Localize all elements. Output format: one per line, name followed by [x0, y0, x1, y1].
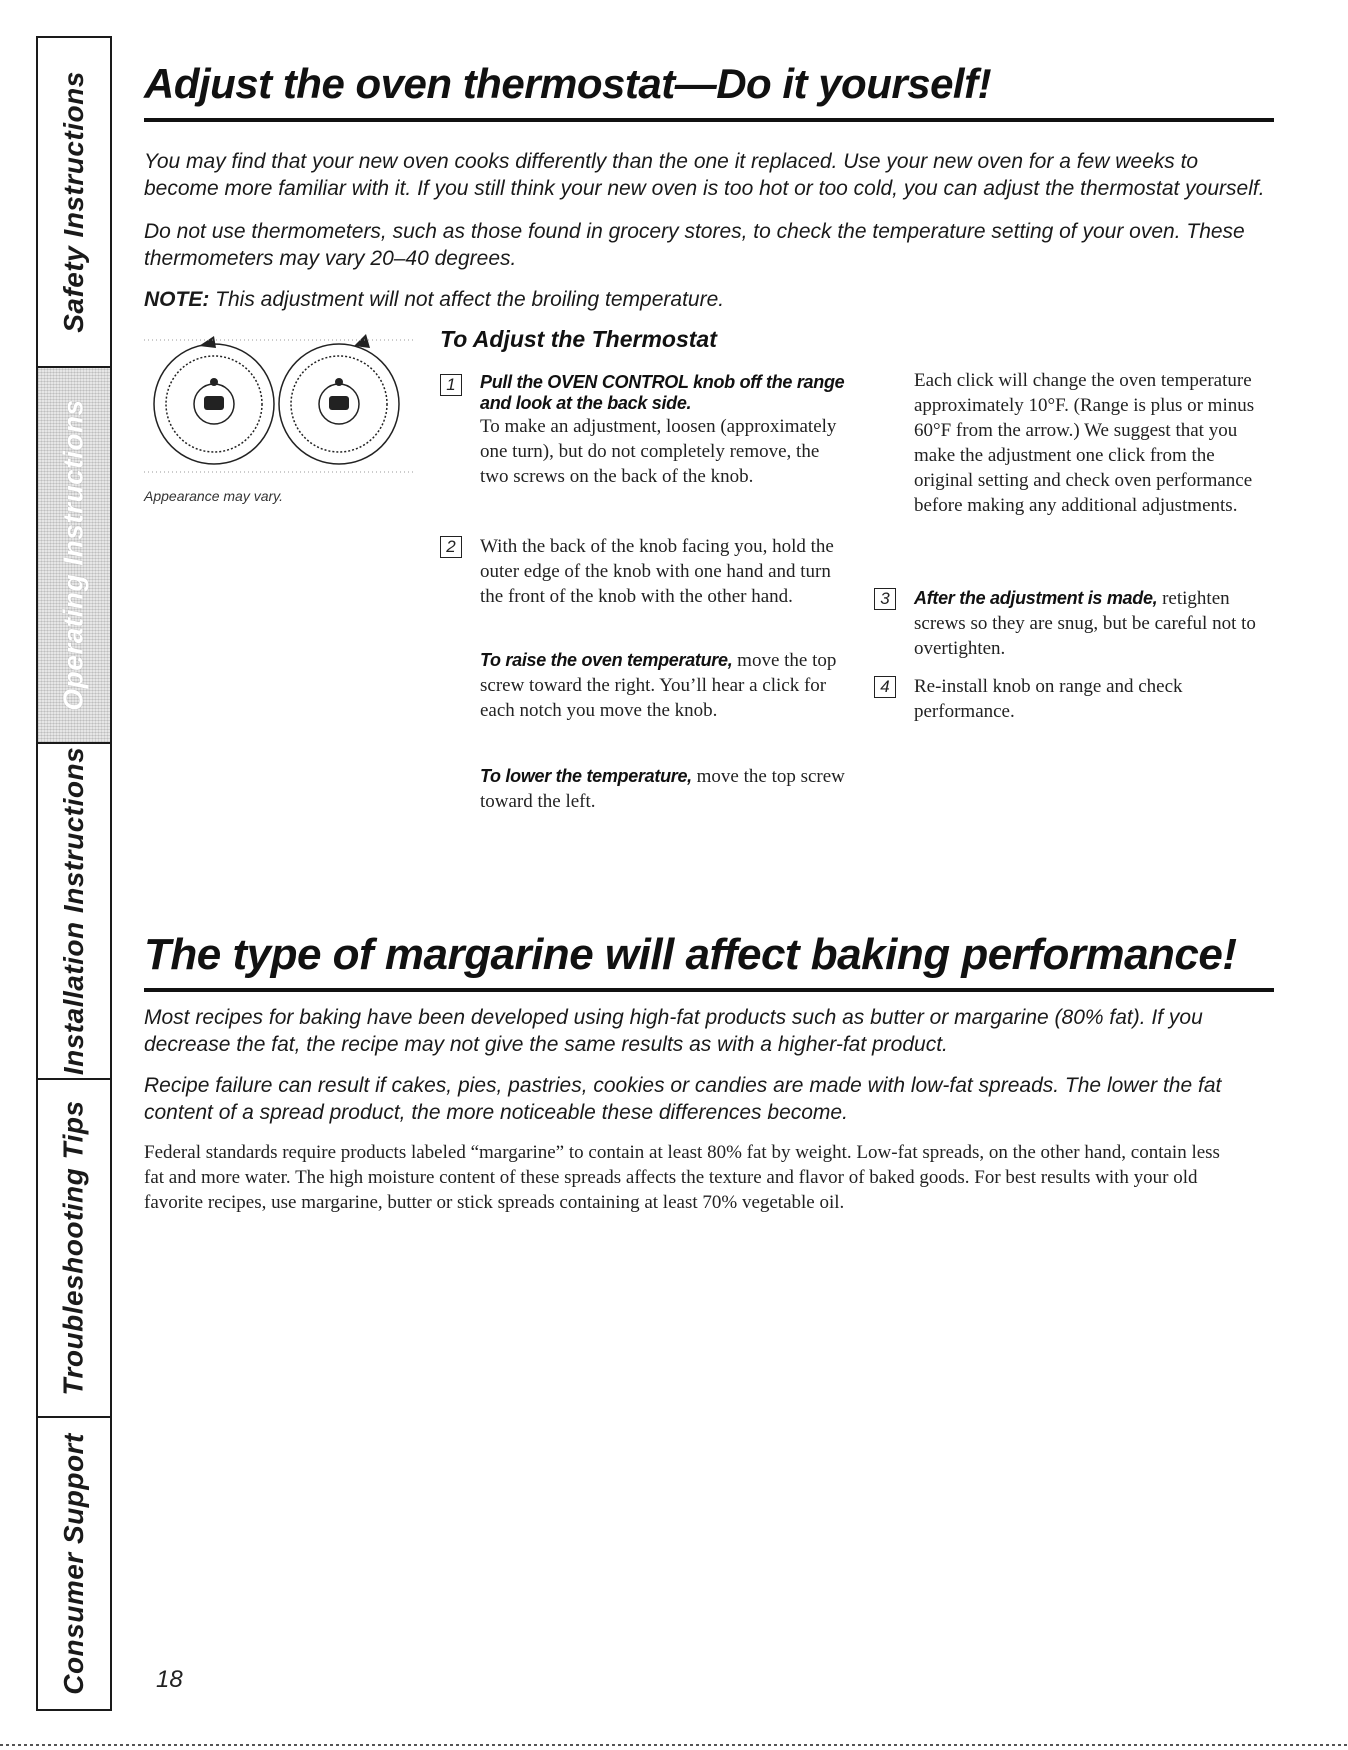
tab-operating-instructions[interactable] [38, 368, 110, 744]
step-2-text: With the back of the knob facing you, hold the outer edge of the knob with one hand and turn the front of the knob with the other hand. [480, 536, 834, 607]
lower-temperature-text [480, 764, 850, 814]
oven-knob-illustration [144, 322, 414, 474]
raise-temperature-body: move the top screw toward the right. You’ll hear a click for each notch you move the knob. [480, 650, 837, 721]
step-4-text: Re-install knob on range and check performance. [914, 676, 1183, 722]
tab-safety-instructions[interactable] [38, 38, 110, 368]
lower-temperature-body: move the top screw toward the left. [480, 766, 845, 812]
tab-label: Safety Instructions [58, 71, 89, 333]
step-3-lead: After the adjustment is made, [914, 588, 1158, 608]
thermostat-title: Adjust the oven thermostat—Do it yourself! [144, 60, 992, 107]
tab-consumer-support[interactable] [38, 1418, 110, 1709]
thermostat-intro-1: You may find that your new oven cooks differently than the one it replaced. Use your new oven for a few weeks to become more familiar with it. If you still think your new oven is too hot or too cold, you can adjust the thermostat yourself. [144, 150, 1265, 200]
step-number-4: 4 [874, 676, 896, 698]
tab-installation-instructions[interactable] [38, 744, 110, 1080]
raise-temperature-text [480, 648, 850, 723]
tab-label: Operating Instructions [58, 399, 89, 711]
adjust-thermostat-heading: To Adjust the Thermostat [440, 326, 717, 352]
page-bottom-border [0, 1744, 1348, 1746]
note-label: NOTE: [144, 288, 210, 311]
step-3-text: retighten screws so they are snug, but be careful not to overtighten. [914, 588, 1256, 659]
section-tab-bar [36, 36, 112, 1711]
lower-temperature-lead: To lower the temperature, [480, 766, 692, 786]
image-caption: Appearance may vary. [144, 488, 284, 504]
click-info-text: Each click will change the oven temperature approximately 10°F. (Range is plus or minus 60°F from the arrow.) We suggest that you make the adjustment one click from the original setting and check oven performance before making any additional adjustments. [914, 370, 1255, 516]
thermostat-note [144, 286, 1274, 313]
step-1-lead: Pull the OVEN CONTROL knob off the range and look at the back side. [480, 372, 845, 413]
page-number: 18 [156, 1666, 183, 1693]
note-text: This adjustment will not affect the broiling temperature. [215, 288, 725, 311]
step-number-3: 3 [874, 588, 896, 610]
margarine-intro-1: Most recipes for baking have been developed using high-fat products such as butter or margarine (80% fat). If you decrease the fat, the recipe may not give the same results as with a higher-fat product. [144, 1006, 1203, 1056]
thermostat-intro-2: Do not use thermometers, such as those found in grocery stores, to check the temperature setting of your oven. These thermometers may vary 20–40 degrees. [144, 220, 1245, 270]
step-number-2: 2 [440, 536, 462, 558]
step-1-text: To make an adjustment, loosen (approximately one turn), but do not completely remove, the two screws on the back of the knob. [480, 416, 837, 487]
margarine-intro-2: Recipe failure can result if cakes, pies, pastries, cookies or candies are made with low-fat spreads. The lower the fat content of a spread product, the more noticeable these differences become. [144, 1074, 1222, 1124]
tab-label: Troubleshooting Tips [58, 1100, 89, 1396]
step-number-1: 1 [440, 374, 462, 396]
raise-temperature-lead: To raise the oven temperature, [480, 650, 733, 670]
tab-troubleshooting-tips[interactable] [38, 1080, 110, 1418]
title-rule [144, 118, 1274, 122]
margarine-rule [144, 988, 1274, 992]
tab-label: Consumer Support [58, 1432, 89, 1695]
margarine-title: The type of margarine will affect baking performance! [144, 930, 1237, 979]
margarine-body: Federal standards require products labeled “margarine” to contain at least 80% fat by weight. Low-fat spreads, on the other hand, contain less fat and more water. The high moisture content of these spreads affects the texture and flavor of baked goods. For best results with your old favorite recipes, use margarine, butter or stick spreads containing at least 70% vegetable oil. [144, 1142, 1220, 1213]
tab-label: Installation Instructions [58, 746, 89, 1076]
